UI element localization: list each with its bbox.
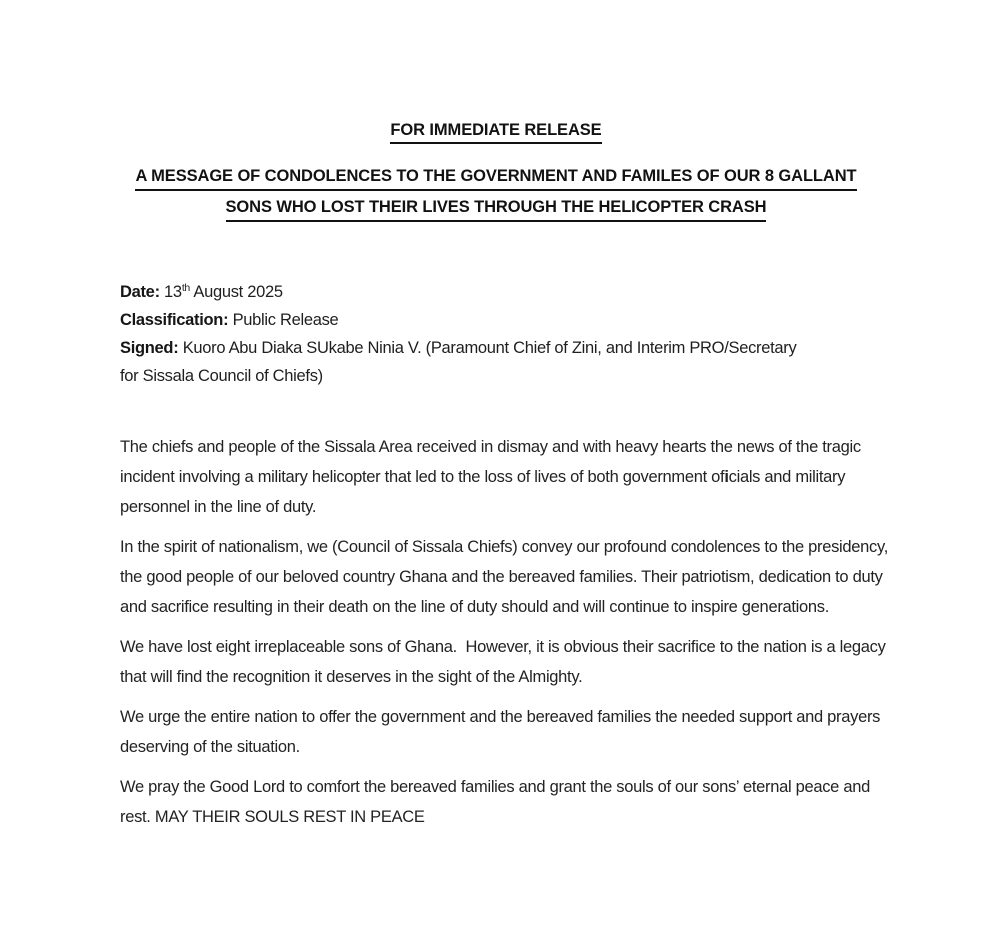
paragraph-1-text-post: cials and military personnel in the line of duty. — [120, 468, 850, 516]
title-line-1: A MESSAGE OF CONDOLENCES TO THE GOVERNMENT AND FAMILES OF OUR 8 GALLANT — [135, 166, 856, 191]
paragraph-3: We have lost eight irreplaceable sons of Ghana. However, it is obvious their sacrifice to the nation is a legacy that will find the recognition it deserves in the sight of the Almighty. — [120, 638, 890, 686]
meta-block — [120, 278, 810, 390]
paragraph-4: We urge the entire nation to offer the government and the bereaved families the needed support and prayers deserving of the situation. — [120, 708, 885, 756]
signed-line — [120, 334, 810, 390]
date-ordinal: th — [181, 282, 190, 294]
classification-value: Public Release — [228, 311, 339, 329]
paragraph-1-bold-char: i — [724, 468, 729, 486]
date-line — [120, 278, 810, 306]
paragraph-5: We pray the Good Lord to comfort the bereaved families and grant the souls of our sons’ eternal peace and rest. MAY THEIR SOULS REST IN PEACE — [120, 778, 875, 826]
signed-label: Signed: — [120, 339, 179, 357]
paragraph-2: In the spirit of nationalism, we (Council of Sissala Chiefs) convey our profound condolences to the presidency, the good people of our beloved country Ghana and the bereaved families. Their patriotism, dedication to duty and sacrifice resulting in their death on the line of duty should and will continue to inspire generations. — [120, 538, 893, 616]
paragraph-1-text-pre: The chiefs and people of the Sissala Area received in dismay and with heavy hearts the news of the tragic incident involving a military helicopter that led to the loss of lives of both government of — [120, 438, 866, 486]
paragraph-1 — [120, 432, 896, 522]
date-label: Date: — [120, 283, 160, 301]
classification-line — [120, 306, 810, 334]
release-heading — [0, 120, 992, 144]
date-rest: August 2025 — [189, 283, 283, 301]
title-line-2: SONS WHO LOST THEIR LIVES THROUGH THE HELICOPTER CRASH — [226, 197, 767, 222]
release-heading-text: FOR IMMEDIATE RELEASE — [390, 120, 601, 144]
classification-label: Classification: — [120, 311, 229, 329]
document-title — [0, 166, 992, 228]
heading-block — [0, 120, 992, 228]
signed-value: Kuoro Abu Diaka SUkabe Ninia V. (Paramount Chief of Zini, and Interim PRO/Secretary for Sissala Council of Chiefs) — [120, 339, 801, 385]
document-content — [120, 278, 896, 832]
date-day: 13 — [159, 283, 182, 301]
body-text — [120, 432, 896, 832]
